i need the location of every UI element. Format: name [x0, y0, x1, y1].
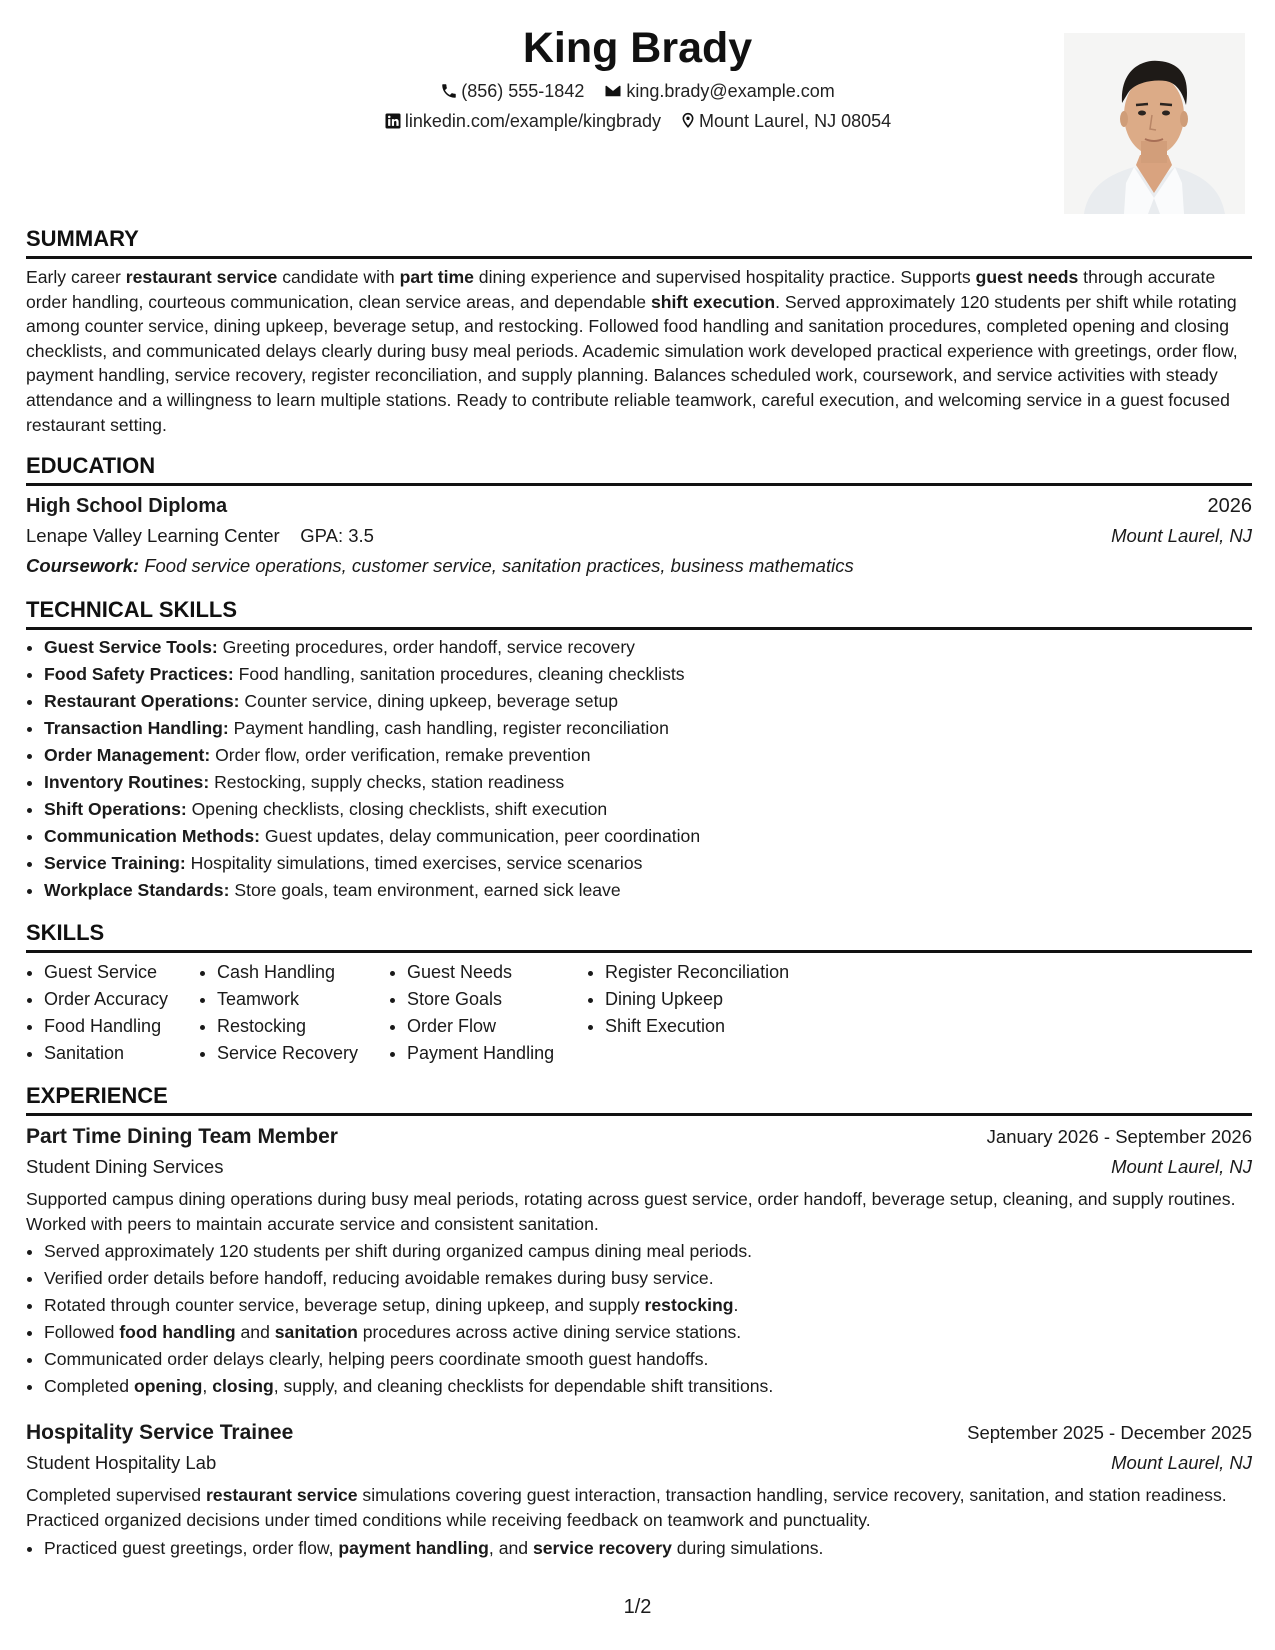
job-dates: January 2026 - September 2026 — [986, 1126, 1252, 1148]
skills-section — [26, 916, 1252, 1067]
bold-phrase: payment handling — [338, 1537, 489, 1558]
experience-list — [26, 1116, 1252, 1561]
experience-section — [26, 1079, 1252, 1561]
text-run: , — [202, 1376, 213, 1397]
skill-category: Workplace Standards: — [44, 880, 230, 901]
skill-values: Food handling, sanitation procedures, cleaning checklists — [238, 664, 685, 685]
page-number: 1/2 — [623, 1596, 652, 1618]
job-location: Mount Laurel, NJ — [1111, 1452, 1252, 1474]
text-run: through accurate order handling, courteous communication, clean service areas, and dependable — [26, 267, 1216, 312]
education-section — [26, 449, 1252, 581]
job-header-row — [26, 1412, 1252, 1449]
skill-item: • Restocking — [217, 1013, 389, 1040]
job-dates: September 2025 - December 2025 — [967, 1422, 1252, 1444]
bold-phrase: opening — [133, 1376, 203, 1397]
skill-item: • Order Accuracy — [44, 986, 199, 1013]
skill-category: Transaction Handling: — [44, 718, 229, 739]
envelope-icon — [603, 82, 623, 100]
job-description — [26, 1483, 1252, 1532]
phone-text: (856) 555-1842 — [461, 81, 585, 101]
skill-item: • Guest Service — [44, 959, 199, 986]
summary-section — [26, 222, 1252, 437]
skill-category: Service Training: — [44, 853, 186, 874]
skill-values: Greeting procedures, order handoff, service recovery — [222, 637, 635, 658]
job-bullets — [26, 1535, 1252, 1562]
job-bullet — [44, 1535, 1252, 1562]
skill-category: Order Management: — [44, 745, 211, 766]
skills-column — [389, 959, 587, 1067]
text-run: procedures across active dining service stations. — [357, 1322, 742, 1343]
technical-skill-item — [44, 634, 1252, 661]
technical-skill-item — [44, 769, 1252, 796]
job-bullet — [44, 1319, 1252, 1346]
skills-grid — [26, 959, 1252, 1067]
skill-item: • Payment Handling — [407, 1040, 587, 1067]
text-run: Early career — [26, 267, 126, 287]
skill-values: Counter service, dining upkeep, beverage setup — [244, 691, 619, 712]
skill-item: • Food Handling — [44, 1013, 199, 1040]
summary-text — [26, 265, 1252, 437]
job-bullet — [44, 1292, 1252, 1319]
bold-phrase: closing — [212, 1376, 274, 1397]
job-entry — [26, 1116, 1252, 1400]
text-run: during simulations. — [671, 1537, 824, 1558]
skill-category: Shift Operations: — [44, 799, 187, 820]
technical-skill-item — [44, 661, 1252, 688]
skill-item: • Guest Needs — [407, 959, 587, 986]
bold-phrase: guest needs — [975, 267, 1079, 287]
linkedin-text: linkedin.com/example/kingbrady — [404, 111, 661, 131]
job-bullet — [44, 1373, 1252, 1400]
school-name: Lenape Valley Learning Center — [26, 525, 280, 547]
coursework-row — [26, 551, 1252, 581]
skill-values: Restocking, supply checks, station readiness — [214, 772, 565, 793]
summary-heading: SUMMARY — [26, 222, 1252, 259]
text-run: candidate with — [277, 267, 400, 287]
job-header-row — [26, 1116, 1252, 1153]
job-location: Mount Laurel, NJ — [1111, 1156, 1252, 1178]
skill-category: Food Safety Practices: — [44, 664, 234, 685]
candidate-name: King Brady — [522, 24, 753, 72]
job-entry — [26, 1412, 1252, 1561]
email-text: king.brady@example.com — [626, 81, 835, 101]
skill-item: • Order Flow — [407, 1013, 587, 1040]
skill-values: Order flow, order verification, remake prevention — [215, 745, 591, 766]
skill-values: Hospitality simulations, timed exercises, service scenarios — [190, 853, 643, 874]
location-text: Mount Laurel, NJ 08054 — [699, 111, 892, 131]
skill-category: Communication Methods: — [44, 826, 261, 847]
education-school-row — [26, 521, 1252, 551]
technical-skill-item — [44, 877, 1252, 904]
skill-item: • Sanitation — [44, 1040, 199, 1067]
graduation-year: 2026 — [1207, 495, 1252, 518]
job-title: Part Time Dining Team Member — [26, 1125, 338, 1149]
skill-category: Inventory Routines: — [44, 772, 210, 793]
education-heading: EDUCATION — [26, 449, 1252, 486]
job-company-row — [26, 1153, 1252, 1181]
text-run: Completed supervised — [26, 1485, 206, 1506]
skill-values: Store goals, team environment, earned sick leave — [234, 880, 621, 901]
skills-column — [199, 959, 389, 1067]
text-run: Completed — [44, 1376, 134, 1397]
skill-values: Opening checklists, closing checklists, shift execution — [191, 799, 608, 820]
technical-skill-item — [44, 742, 1252, 769]
skill-values: Payment handling, cash handling, register reconciliation — [233, 718, 669, 739]
profile-photo — [1064, 33, 1245, 214]
skill-item: • Cash Handling — [217, 959, 389, 986]
bold-phrase: restaurant service — [205, 1485, 358, 1506]
company-name: Student Hospitality Lab — [26, 1452, 217, 1474]
experience-heading: EXPERIENCE — [26, 1079, 1252, 1116]
coursework-label: Coursework: — [26, 555, 140, 577]
gpa: GPA: 3.5 — [300, 525, 374, 547]
technical-skills-section — [26, 593, 1252, 904]
text-run: . Served approximately 120 students per shift while rotating among counter service, dining upkeep, beverage setup, and restocking. Followed food handling and sanitation procedures, completed opening and closing checklists, and communicated delays clearly during busy meal periods. Academic simulation work developed practical experience with greetings, order flow, payment handling, service recovery, register reconciliation, and supply planning. Balances scheduled work, coursework, and service activities with steady attendance and a willingness to learn multiple stations. Ready to contribute reliable teamwork, careful execution, and welcoming service in a guest focused restaurant setting. — [26, 291, 1238, 435]
bold-phrase: restaurant service — [125, 267, 278, 287]
skill-values: Guest updates, delay communication, peer coordination — [264, 826, 701, 847]
job-bullet — [44, 1265, 1252, 1292]
text-run: Served approximately 120 students per shift during organized campus dining meal periods. — [44, 1241, 753, 1262]
text-run: Supported campus dining operations during busy meal periods, rotating across guest service, order handoff, beverage setup, cleaning, and supply routines. Worked with peers to maintain accurate service and consistent sanitation. — [26, 1189, 1236, 1234]
text-run: and — [235, 1322, 275, 1343]
text-run: Communicated order delays clearly, helping peers coordinate smooth guest handoffs. — [44, 1349, 709, 1370]
text-run: Rotated through counter service, beverage setup, dining upkeep, and supply — [44, 1295, 645, 1316]
text-run: Practiced guest greetings, order flow, — [44, 1537, 339, 1558]
text-run: Verified order details before handoff, reducing avoidable remakes during busy service. — [44, 1268, 714, 1289]
map-pin-icon — [680, 110, 696, 130]
coursework-text: Food service operations, customer service, sanitation practices, business mathematics — [144, 555, 854, 577]
skill-item: • Shift Execution — [605, 1013, 825, 1040]
text-run: dining experience and supervised hospitality practice. Supports — [473, 267, 976, 287]
text-run: . — [733, 1295, 739, 1316]
bold-phrase: sanitation — [274, 1322, 358, 1343]
skills-column — [26, 959, 199, 1067]
technical-skill-item — [44, 850, 1252, 877]
job-bullet — [44, 1238, 1252, 1265]
skills-heading: SKILLS — [26, 916, 1252, 953]
text-run: , supply, and cleaning checklists for dependable shift transitions. — [273, 1376, 774, 1397]
skill-item: • Teamwork — [217, 986, 389, 1013]
skill-item: • Dining Upkeep — [605, 986, 825, 1013]
text-run: simulations covering guest interaction, transaction handling, service recovery, sanitation, and station readiness. Practiced organized decisions under timed conditions while receiving feedback on teamwork and punctuality. — [26, 1485, 1227, 1530]
bold-phrase: restocking — [644, 1295, 734, 1316]
bold-phrase: part time — [399, 267, 474, 287]
degree-name: High School Diploma — [26, 495, 228, 518]
technical-skill-item — [44, 688, 1252, 715]
technical-skills-list — [26, 634, 1252, 904]
skills-column — [587, 959, 825, 1067]
company-name: Student Dining Services — [26, 1156, 224, 1178]
school-location: Mount Laurel, NJ — [1111, 525, 1252, 547]
technical-skills-heading: TECHNICAL SKILLS — [26, 593, 1252, 630]
job-description — [26, 1187, 1252, 1236]
job-company-row — [26, 1449, 1252, 1477]
linkedin-item[interactable] — [384, 111, 666, 131]
job-title: Hospitality Service Trainee — [26, 1421, 294, 1445]
skill-category: Guest Service Tools: — [44, 637, 218, 658]
education-degree-row — [26, 491, 1252, 521]
bold-phrase: service recovery — [532, 1537, 672, 1558]
skill-category: Restaurant Operations: — [44, 691, 240, 712]
job-bullet — [44, 1346, 1252, 1373]
technical-skill-item — [44, 715, 1252, 742]
phone-icon — [440, 82, 458, 100]
job-bullets — [26, 1238, 1252, 1400]
linkedin-icon — [384, 112, 402, 130]
email-item[interactable] — [603, 81, 834, 101]
text-run: , and — [488, 1537, 533, 1558]
technical-skill-item — [44, 796, 1252, 823]
technical-skill-item — [44, 823, 1252, 850]
skill-item: • Store Goals — [407, 986, 587, 1013]
bold-phrase: shift execution — [650, 291, 776, 312]
phone-item[interactable] — [440, 81, 589, 101]
text-run: Followed — [44, 1322, 120, 1343]
location-item — [680, 111, 891, 131]
resume-body — [26, 222, 1252, 1574]
bold-phrase: food handling — [119, 1322, 236, 1343]
skill-item: • Service Recovery — [217, 1040, 389, 1067]
skill-item: • Register Reconciliation — [605, 959, 825, 986]
